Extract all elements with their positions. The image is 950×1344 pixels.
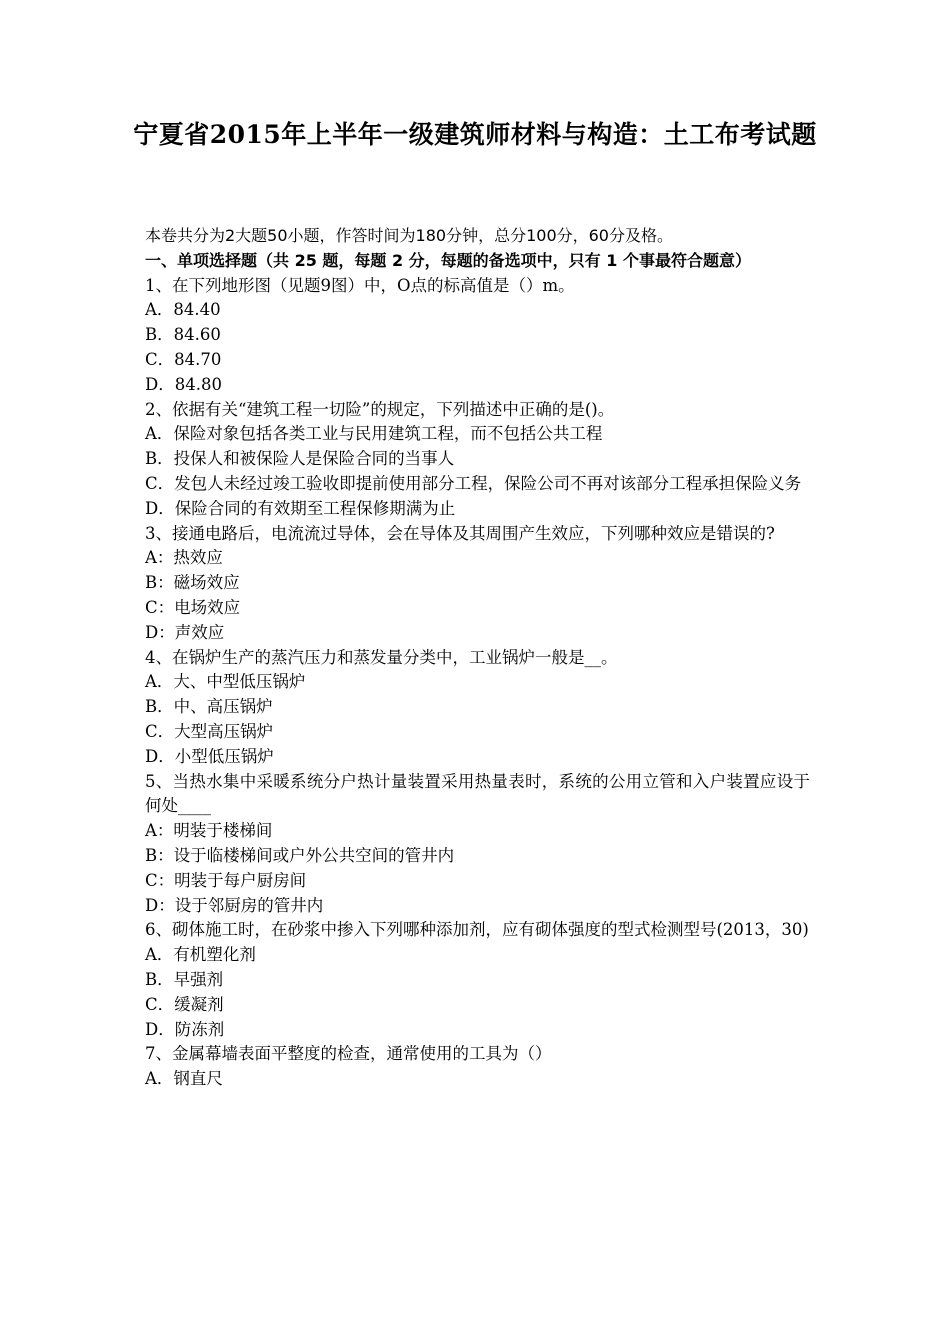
- answer-option: B．84.60: [145, 325, 221, 345]
- exam-intro: 本卷共分为2大题50小题，作答时间为180分钟，总分100分，60分及格。: [145, 226, 673, 245]
- question-stem: 4、在锅炉生产的蒸汽压力和蒸发量分类中，工业锅炉一般是__。: [145, 647, 618, 667]
- question-item: [145, 918, 810, 1042]
- answer-option: A．有机塑化剂: [145, 945, 256, 965]
- question-item: [145, 1042, 810, 1092]
- answer-option: A．保险对象包括各类工业与民用建筑工程，而不包括公共工程: [145, 424, 603, 444]
- section-heading: 一、单项选择题（共 25 题，每题 2 分，每题的备选项中，只有 1 个事最符合题意）: [145, 250, 751, 270]
- answer-option: B．早强剂: [145, 969, 224, 989]
- answer-option: C．缓凝剂: [145, 994, 224, 1014]
- document-body: [145, 224, 810, 1092]
- question-item: [145, 522, 810, 646]
- question-stem: 2、依据有关“建筑工程一切险”的规定，下列描述中正确的是()。: [145, 399, 615, 419]
- question-list: [145, 274, 810, 1092]
- document-title: 宁夏省2015年上半年一级建筑师材料与构造：土工布考试题: [133, 120, 817, 149]
- question-item: [145, 646, 810, 770]
- answer-option: B．中、高压锅炉: [145, 697, 273, 717]
- answer-option: C．发包人未经过竣工验收即提前使用部分工程，保险公司不再对该部分工程承担保险义务: [145, 473, 802, 493]
- answer-option: C．84.70: [145, 349, 222, 369]
- answer-option: C．大型高压锅炉: [145, 721, 274, 741]
- answer-option: A：明装于楼梯间: [145, 821, 273, 841]
- answer-option: A．钢直尺: [145, 1069, 223, 1089]
- answer-option: B．投保人和被保险人是保险合同的当事人: [145, 449, 455, 469]
- question-stem: 3、接通电路后，电流流过导体，会在导体及其周围产生效应，下列哪种效应是错误的?: [145, 523, 775, 543]
- question-item: [145, 770, 810, 919]
- answer-option: D．防冻剂: [145, 1019, 225, 1039]
- answer-option: A．84.40: [145, 300, 221, 320]
- answer-option: D：设于邻厨房的管井内: [145, 895, 324, 915]
- question-stem: 7、金属幕墙表面平整度的检查，通常使用的工具为（）: [145, 1044, 552, 1064]
- answer-option: C：电场效应: [145, 597, 241, 617]
- answer-option: B：设于临楼梯间或户外公共空间的管井内: [145, 845, 455, 865]
- question-stem: 5、当热水集中采暖系统分户热计量装置采用热量表时，系统的公用立管和入户装置应设于何处____: [145, 771, 810, 816]
- answer-option: D：声效应: [145, 622, 225, 642]
- answer-option: B：磁场效应: [145, 573, 240, 593]
- question-item: [145, 398, 810, 522]
- answer-option: A．大、中型低压锅炉: [145, 672, 306, 692]
- question-stem: 1、在下列地形图（见题9图）中，O点的标高值是（）m。: [145, 275, 575, 295]
- answer-option: D．84.80: [145, 374, 222, 394]
- question-item: [145, 274, 810, 398]
- answer-option: A：热效应: [145, 548, 223, 568]
- answer-option: D．保险合同的有效期至工程保修期满为止: [145, 498, 456, 518]
- answer-option: D．小型低压锅炉: [145, 746, 274, 766]
- question-stem: 6、砌体施工时，在砂浆中掺入下列哪种添加剂，应有砌体强度的型式检测型号(2013，30): [145, 920, 809, 940]
- answer-option: C：明装于每户厨房间: [145, 870, 307, 890]
